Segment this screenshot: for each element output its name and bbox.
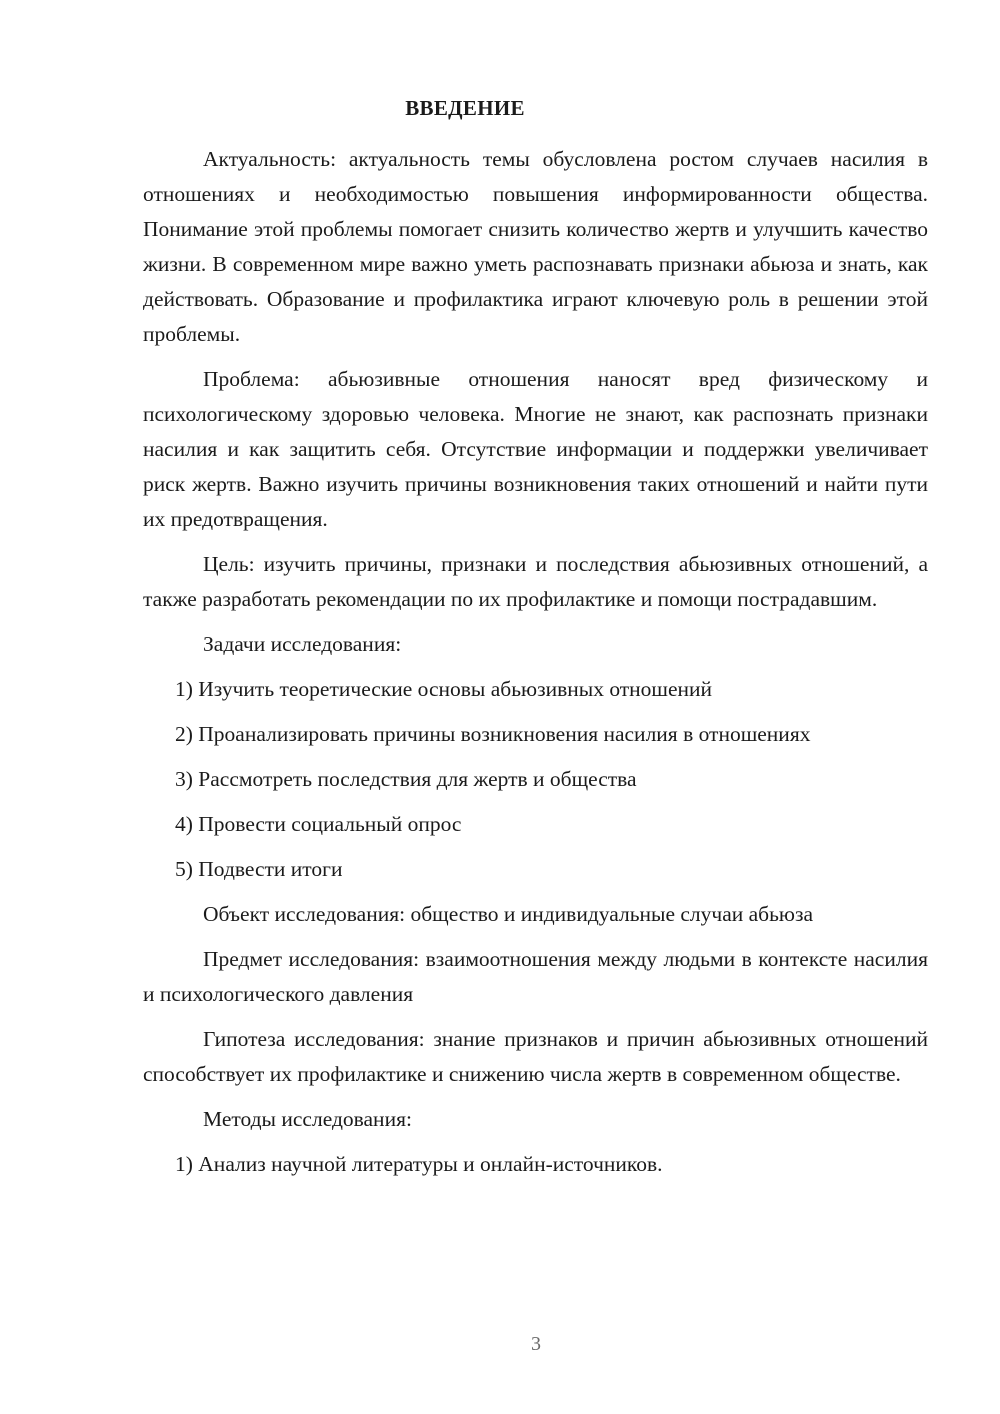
object-paragraph: Объект исследования: общество и индивидуальные случаи абьюза (203, 902, 814, 926)
task-item: 1) Изучить теоретические основы абьюзивных отношений (175, 677, 713, 701)
task-item: 3) Рассмотреть последствия для жертв и общества (175, 767, 637, 791)
page-number: 3 (531, 1333, 541, 1355)
tasks-heading: Задачи исследования: (203, 632, 402, 656)
subject-paragraph: Предмет исследования: взаимоотношения между людьми в контексте насилия и психологического давления (143, 947, 928, 1006)
methods-heading: Методы исследования: (203, 1107, 412, 1131)
task-item: 2) Проанализировать причины возникновения насилия в отношениях (175, 722, 811, 746)
section-heading (70, 96, 1000, 121)
task-item: 4) Провести социальный опрос (175, 812, 462, 836)
method-item: 1) Анализ научной литературы и онлайн-источников. (175, 1152, 663, 1176)
task-item: 5) Подвести итоги (175, 857, 343, 881)
hypothesis-paragraph: Гипотеза исследования: знание признаков и причин абьюзивных отношений способствует их профилактике и снижению числа жертв в современном обществе. (143, 1027, 928, 1086)
section-heading-text: ВВЕДЕНИЕ (405, 96, 525, 120)
relevance-paragraph: Актуальность: актуальность темы обусловлена ростом случаев насилия в отношениях и необходимостью повышения информированности общества. Понимание этой проблемы помогает снизить количество жертв и улучшить качество жизни. В современном мире важно уметь распознавать признаки абьюза и знать, как действовать. Образование и профилактика играют ключевую роль в решении этой проблемы. (143, 147, 928, 346)
problem-paragraph: Проблема: абьюзивные отношения наносят вред физическому и психологическому здоровью человека. Многие не знают, как распознать признаки насилия и как защитить себя. Отсутствие информации и поддержки увеличивает риск жертв. Важно изучить причины возникновения таких отношений и найти пути их предотвращения. (143, 367, 928, 531)
document-body (143, 142, 928, 1182)
goal-paragraph: Цель: изучить причины, признаки и последствия абьюзивных отношений, а также разработать рекомендации по их профилактике и помощи пострадавшим. (143, 552, 928, 611)
